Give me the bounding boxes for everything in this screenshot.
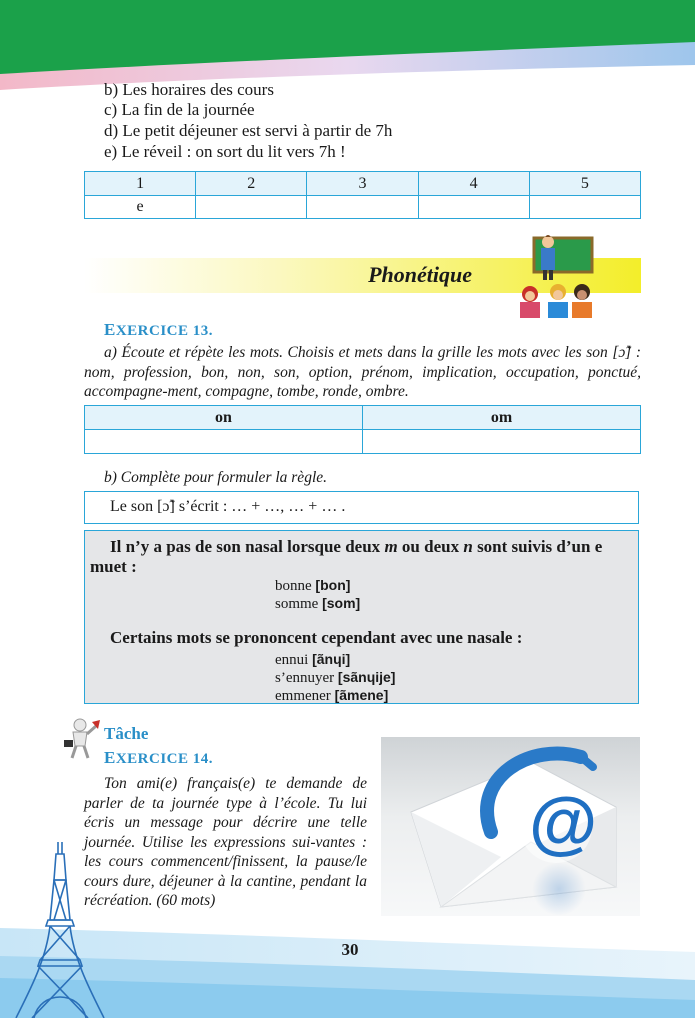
example-bonne: bonne [bon] <box>275 577 351 594</box>
exercice-13-instruction-a: a) Écoute et répète les mots. Choisis et mets dans la grille les mots avec les son [ɔ̃] : nom, profession, bon, non, son, option, prénom, implication, occupation, ponctué, accompagne-ment, compagne, tombe, ronde, ombre. <box>84 344 641 400</box>
on-om-table <box>84 405 641 454</box>
rule-fill-text: Le son [ɔ̃] s’écrit : … + …, … + … . <box>110 498 346 515</box>
list-item-e: e) Le réveil : on sort du lit vers 7h ! <box>104 142 346 161</box>
presenter-figure-icon <box>58 716 102 760</box>
exercice-14-title: EXERCICE 14. <box>104 748 214 767</box>
grid-header-4: 4 <box>418 172 529 196</box>
table-cell-on <box>85 430 363 454</box>
classroom-illustration <box>516 232 598 320</box>
email-illustration <box>381 737 640 916</box>
grid-header-3: 3 <box>307 172 418 196</box>
table-header-on: on <box>85 406 363 430</box>
phonetique-title: Phonétique <box>368 262 472 287</box>
eiffel-tower-icon <box>10 840 110 1018</box>
page-number: 30 <box>341 940 359 959</box>
grid-answer-4 <box>418 196 529 219</box>
grid-answer-1: e <box>85 196 196 219</box>
example-sennuyer: s’ennuyer [sãnɥije] <box>275 669 396 686</box>
list-item-c: c) La fin de la journée <box>104 100 255 119</box>
envelope-icon <box>381 737 640 916</box>
grid-answer-3 <box>307 196 418 219</box>
grid-header-5: 5 <box>529 172 640 196</box>
table-cell-om <box>363 430 641 454</box>
exercice-14-text: Ton ami(e) français(e) te demande de parler de ta journée type à l’école. Tu lui écris un message pour décrire une telle journée. Utilise les expressions sui-vantes : les cours commencent/finissent, la pause/le cours dure, déjeuner à la cantine, pendant la récréation. (60 mots) <box>84 775 367 909</box>
grid-answer-2 <box>196 196 307 219</box>
example-emmener: emmener [ãmene] <box>275 687 389 704</box>
table-header-om: om <box>363 406 641 430</box>
exercice-13-title: EXERCICE 13. <box>104 320 214 339</box>
tache-title: Tâche <box>104 724 149 743</box>
at-symbol: @ <box>529 783 598 861</box>
list-item-b: b) Les horaires des cours <box>104 80 274 99</box>
list-item-d: d) Le petit déjeuner est servi à partir de 7h <box>104 121 393 140</box>
grid-header-2: 2 <box>196 172 307 196</box>
exercice-13-instruction-b: b) Complète pour formuler la règle. <box>104 469 328 486</box>
rule-heading-1: Il n’y a pas de son nasal lorsque deux m ou deux n sont suivis d’un e muet : <box>90 537 603 576</box>
rule-heading-2: Certains mots se prononcent cependant avec une nasale : <box>110 628 523 647</box>
example-ennui: ennui [ãnɥi] <box>275 651 351 668</box>
header-band <box>0 0 695 90</box>
grid-header-1: 1 <box>85 172 196 196</box>
answer-grid <box>84 171 641 219</box>
example-somme: somme [som] <box>275 595 361 612</box>
grid-answer-5 <box>529 196 640 219</box>
